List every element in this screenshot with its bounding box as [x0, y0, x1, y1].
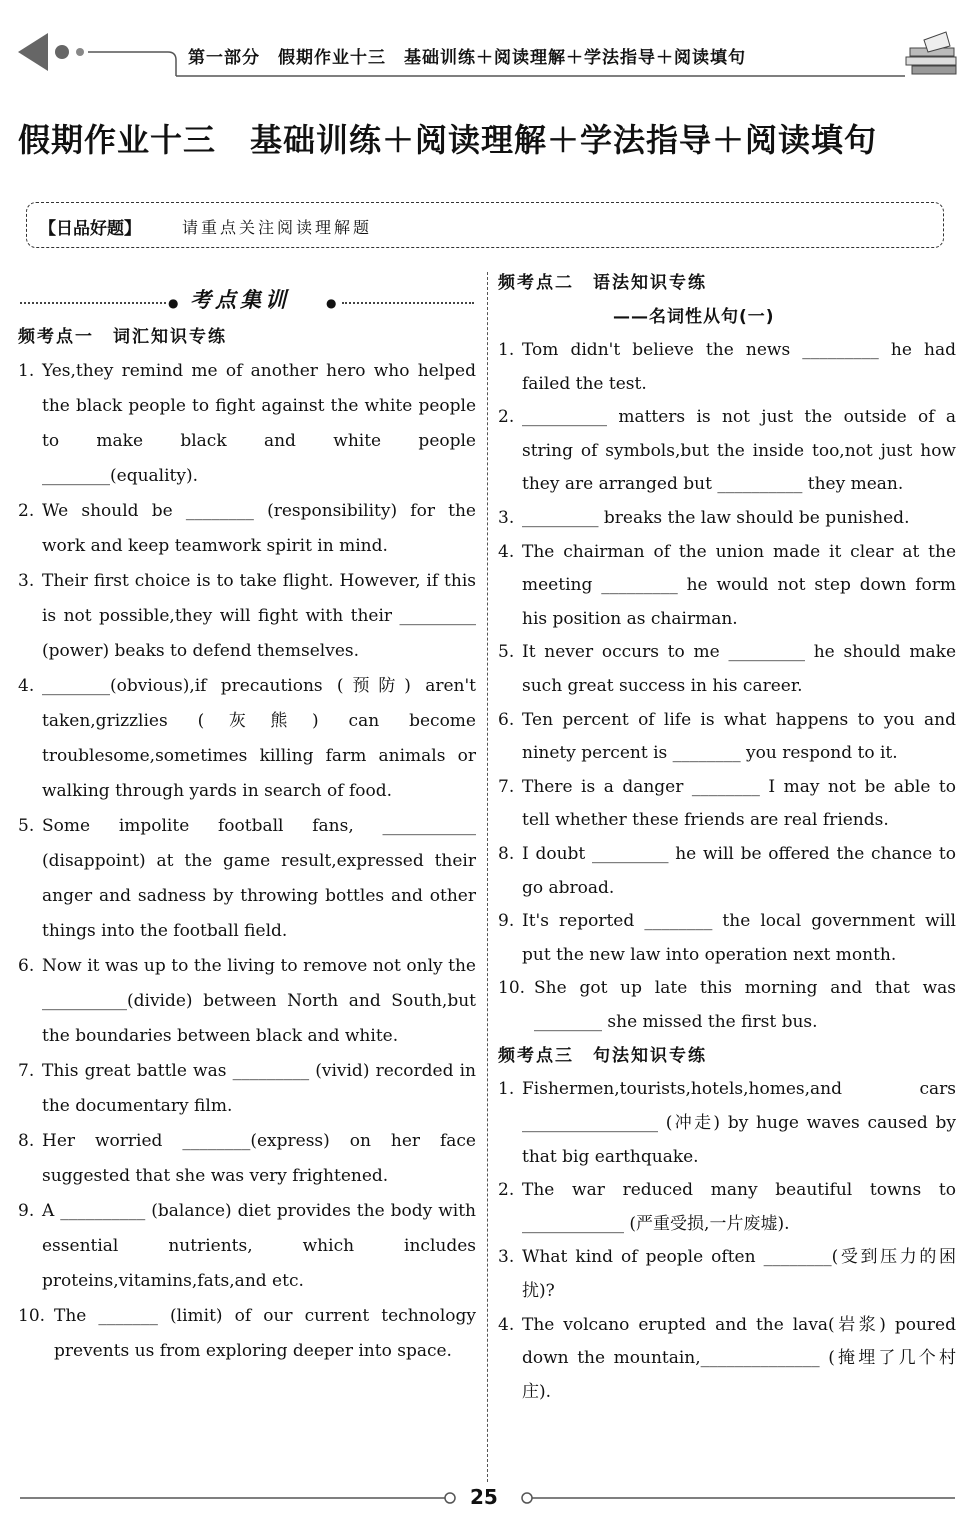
question-item: 4. ________(obvious),if precautions (预防) aren't taken,grizzlies (灰熊) can become troublesome,sometimes killing farm animals or walking through yards in search of food. — [18, 676, 476, 801]
running-title: 第一部分 假期作业十三 基础训练＋阅读理解＋学法指导＋阅读填句 — [188, 48, 746, 68]
question-item: 2. The war reduced many beautiful towns to ____________ (严重受损,一片废墟). — [498, 1180, 956, 1234]
bullet-icon: ● — [326, 296, 337, 310]
question-item: 8. I doubt _________ he will be offered the chance to go abroad. — [498, 843, 956, 898]
question-item: 7. There is a danger ________ I may not be able to tell whether these friends are real friends. — [498, 776, 956, 831]
syntax-heading: 频考点三 句法知识专练 — [498, 1046, 707, 1067]
question-item: 6. Ten percent of life is what happens to you and ninety percent is ________ you respond to it. — [498, 709, 956, 764]
left-column — [18, 270, 476, 1369]
tip-box — [26, 202, 944, 248]
tip-label: 【日品好题】 — [39, 219, 141, 239]
dotted-rule-left — [20, 302, 166, 304]
question-item: 10. The _______ (limit) of our current technology prevents us from exploring deeper into space. — [18, 1306, 476, 1361]
right-column — [498, 270, 956, 1409]
syntax-list — [498, 1073, 956, 1409]
question-item: 3. What kind of people often ________(受到压力的困扰)? — [498, 1247, 956, 1302]
books-icon — [906, 32, 956, 74]
tip-text: 请重点关注阅读理解题 — [182, 218, 373, 237]
question-item: 3. Their first choice is to take flight. However, if this is not possible,they will fight with their _________ (power) beaks to defend themselves. — [18, 571, 476, 661]
page-number: 25 — [470, 1485, 498, 1509]
question-item: 9. A __________ (balance) diet provides the body with essential nutrients, which includes proteins,vitamins,fats,and etc. — [18, 1201, 476, 1291]
question-item: 4. The volcano erupted and the lava(岩浆) poured down the mountain,______________ (掩埋了几个村庄). — [498, 1314, 956, 1402]
bullet-icon: ● — [168, 296, 179, 310]
question-item: 5. Some impolite football fans, ___________ (disappoint) at the game result,expressed their anger and sadness by throwing bottles and other things into the football field. — [18, 816, 476, 941]
question-item: 1. Yes,they remind me of another hero who helped the black people to fight against the white people to make black and white people ________(equality). — [18, 361, 476, 486]
grammar-list — [498, 334, 956, 1039]
column-divider — [487, 272, 488, 1482]
page-title — [18, 115, 958, 161]
vocab-list — [18, 354, 476, 1369]
dotted-rule-right — [342, 302, 474, 304]
page-title-part2: 基础训练＋阅读理解＋学法指导＋阅读填句 — [250, 121, 878, 159]
grammar-subheading: ——名词性从句(一) — [613, 307, 775, 327]
question-item: 1. Tom didn't believe the news _________ he had failed the test. — [498, 340, 956, 394]
question-item: 5. It never occurs to me _________ he should make such great success in his career. — [498, 642, 956, 696]
left-arrow-icon — [18, 33, 84, 71]
page-header — [0, 0, 975, 100]
page-title-part1: 假期作业十三 — [18, 121, 217, 159]
question-item: 3. _________ breaks the law should be punished. — [498, 507, 910, 528]
question-item: 1. Fishermen,tourists,hotels,homes,and cars ________________ (冲走) by huge waves caused by that big earthquake. — [498, 1079, 956, 1167]
question-item: 9. It's reported ________ the local government will put the new law into operation next month. — [498, 911, 956, 965]
question-item: 2. We should be ________ (responsibility) for the work and keep teamwork spirit in mind. — [18, 501, 476, 556]
vocab-heading: 频考点一 词汇知识专练 — [18, 327, 227, 347]
question-item: 7. This great battle was _________ (vivid) recorded in the documentary film. — [18, 1061, 476, 1116]
section-heading — [18, 280, 476, 320]
question-item: 4. The chairman of the union made it clear at the meeting _________ he would not step down form his position as chairman. — [498, 541, 956, 629]
question-item: 6. Now it was up to the living to remove not only the __________(divide) between North and South,but the boundaries between black and white. — [18, 956, 476, 1046]
question-item: 2. __________ matters is not just the outside of a string of symbols,but the inside too,not just how they are arranged but __________ they mean. — [498, 407, 956, 495]
grammar-heading: 频考点二 语法知识专练 — [498, 273, 707, 293]
question-item: 8. Her worried ________(express) on her face suggested that she was very frightened. — [18, 1131, 476, 1186]
section-label: 考点集训 — [190, 288, 290, 312]
question-item: 10. She got up late this morning and that was ________ she missed the first bus. — [498, 978, 956, 1032]
